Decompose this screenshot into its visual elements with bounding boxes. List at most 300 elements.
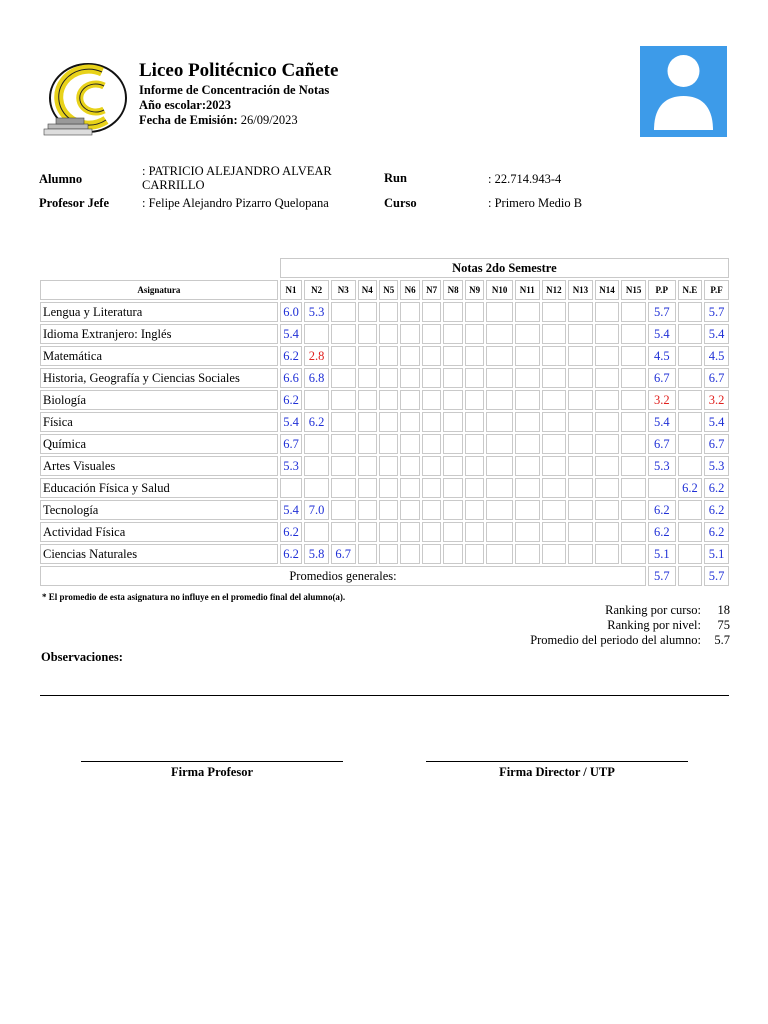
blank-cell: [40, 258, 278, 278]
ne-cell: [678, 500, 703, 520]
ne-cell: [678, 368, 703, 388]
grade-cell: [358, 522, 377, 542]
grade-cell: [443, 302, 462, 322]
grade-cell: 6.6: [280, 368, 303, 388]
column-header-row: [40, 280, 729, 300]
subject-name: Educación Física y Salud: [40, 478, 278, 498]
grade-cell: 6.0: [280, 302, 303, 322]
school-logo-icon: [42, 58, 134, 140]
teacher-signature-label: Firma Profesor: [170, 765, 254, 779]
ranking-course-value: 18: [717, 603, 730, 617]
grade-cell: [422, 456, 441, 476]
grade-cell: [542, 478, 567, 498]
grade-cell: [621, 434, 646, 454]
grade-cell: [486, 346, 513, 366]
grade-cell: [486, 390, 513, 410]
grade-cell: [422, 346, 441, 366]
grade-cell: [443, 368, 462, 388]
grade-cell: [542, 324, 567, 344]
school-year-value: 2023: [206, 98, 231, 112]
grade-cell: 6.7: [331, 544, 356, 564]
grade-cell: [542, 368, 567, 388]
grade-cell: [331, 478, 356, 498]
grade-cell: [379, 324, 398, 344]
grade-cell: [515, 390, 540, 410]
grade-cell: [595, 346, 620, 366]
issue-date: [139, 113, 298, 128]
director-signature-line: [426, 761, 688, 762]
grade-cell: [621, 390, 646, 410]
grade-cell: [443, 544, 462, 564]
grade-cell: [515, 522, 540, 542]
grade-cell: [400, 368, 419, 388]
grade-cell: [486, 478, 513, 498]
grade-cell: [331, 390, 356, 410]
grade-column-header: N9: [465, 280, 484, 300]
grade-cell: [515, 500, 540, 520]
grade-cell: [443, 346, 462, 366]
grade-cell: [331, 324, 356, 344]
grade-cell: [515, 456, 540, 476]
grade-cell: [379, 456, 398, 476]
grade-cell: [331, 368, 356, 388]
pf-cell: 5.3: [704, 456, 729, 476]
grade-cell: [379, 434, 398, 454]
grades-table: [38, 256, 731, 588]
grade-cell: [515, 478, 540, 498]
grade-cell: [568, 390, 593, 410]
grade-cell: [542, 390, 567, 410]
grade-cell: [465, 390, 484, 410]
ranking-level-value: 75: [717, 618, 730, 632]
grade-cell: [400, 324, 419, 344]
grade-cell: [422, 412, 441, 432]
grade-cell: [542, 500, 567, 520]
ranking-level-label: Ranking por nivel:: [607, 618, 701, 632]
subject-name: Biología: [40, 390, 278, 410]
pf-cell: 3.2: [704, 390, 729, 410]
grade-cell: [379, 302, 398, 322]
grade-cell: [621, 544, 646, 564]
grade-cell: [515, 346, 540, 366]
subject-name: Ciencias Naturales: [40, 544, 278, 564]
subject-row: [40, 412, 729, 432]
grade-cell: [486, 434, 513, 454]
grade-cell: [568, 478, 593, 498]
grade-cell: [331, 500, 356, 520]
grade-cell: [379, 544, 398, 564]
grade-cell: [379, 346, 398, 366]
ne-cell: [678, 324, 703, 344]
grade-cell: [443, 456, 462, 476]
grade-cell: 6.7: [280, 434, 303, 454]
pp-cell: 5.7: [648, 302, 676, 322]
grade-cell: [486, 368, 513, 388]
subject-row: [40, 434, 729, 454]
grades-table-wrapper: [40, 258, 729, 586]
grade-column-header: N8: [443, 280, 462, 300]
subject-row: [40, 500, 729, 520]
grade-cell: 6.2: [304, 412, 329, 432]
grade-cell: [595, 544, 620, 564]
grade-cell: [358, 434, 377, 454]
director-signature-label: Firma Director / UTP: [499, 765, 615, 779]
grade-cell: [542, 456, 567, 476]
grade-cell: [621, 324, 646, 344]
grade-cell: [568, 412, 593, 432]
grade-cell: [358, 302, 377, 322]
pp-cell: 6.2: [648, 522, 676, 542]
course-label: Curso: [384, 196, 417, 210]
grade-cell: [595, 500, 620, 520]
student-label: Alumno: [39, 172, 83, 186]
grade-cell: [595, 368, 620, 388]
grade-cell: [542, 346, 567, 366]
pp-cell: 4.5: [648, 346, 676, 366]
pf-cell: 6.2: [704, 522, 729, 542]
grade-cell: [331, 302, 356, 322]
grade-cell: [358, 456, 377, 476]
grade-cell: [422, 324, 441, 344]
grade-cell: [515, 434, 540, 454]
subject-name: Actividad Física: [40, 522, 278, 542]
grade-cell: [486, 324, 513, 344]
ranking-course-label: Ranking por curso:: [605, 603, 701, 617]
grade-cell: [595, 390, 620, 410]
grade-column-header: N3: [331, 280, 356, 300]
grade-cell: [568, 324, 593, 344]
grade-cell: [515, 302, 540, 322]
grade-cell: [595, 522, 620, 542]
period-average-value: 5.7: [714, 633, 730, 647]
user-avatar-icon: [640, 46, 727, 137]
issue-date-value: 26/09/2023: [237, 113, 298, 127]
grade-column-header: N15: [621, 280, 646, 300]
subject-row: [40, 324, 729, 344]
pf-cell: 6.2: [704, 478, 729, 498]
grade-column-header: N12: [542, 280, 567, 300]
grade-cell: [443, 522, 462, 542]
grade-cell: 5.4: [280, 412, 303, 432]
subject-name: Matemática: [40, 346, 278, 366]
grade-cell: 6.2: [280, 390, 303, 410]
subject-row: [40, 478, 729, 498]
grade-cell: [304, 522, 329, 542]
grade-cell: [542, 544, 567, 564]
school-year: [139, 98, 231, 113]
grade-cell: [422, 302, 441, 322]
averages-row: [40, 566, 729, 586]
footnote: * El promedio de esta asignatura no influye en el promedio final del alumno(a).: [42, 592, 346, 602]
grade-cell: [400, 302, 419, 322]
ne-cell: [678, 302, 703, 322]
subject-name: Tecnología: [40, 500, 278, 520]
grade-cell: [304, 390, 329, 410]
grade-cell: [443, 500, 462, 520]
observations-label: Observaciones:: [41, 650, 123, 664]
grade-cell: [280, 478, 303, 498]
grade-cell: [400, 434, 419, 454]
grade-cell: 6.2: [280, 522, 303, 542]
grade-cell: 6.2: [280, 544, 303, 564]
grade-cell: 6.8: [304, 368, 329, 388]
grade-cell: [621, 456, 646, 476]
pf-cell: 6.2: [704, 500, 729, 520]
grade-cell: [304, 434, 329, 454]
grade-cell: [331, 412, 356, 432]
grade-cell: [568, 346, 593, 366]
grade-cell: [515, 368, 540, 388]
grade-cell: 2.8: [304, 346, 329, 366]
grade-column-header: N5: [379, 280, 398, 300]
grade-column-header: N11: [515, 280, 540, 300]
averages-ne: [678, 566, 703, 586]
grade-cell: [358, 500, 377, 520]
subject-header: Asignatura: [40, 280, 278, 300]
pp-cell: 5.3: [648, 456, 676, 476]
grade-cell: [568, 368, 593, 388]
grade-cell: [443, 390, 462, 410]
grade-column-header: N2: [304, 280, 329, 300]
run-value: : 22.714.943-4: [488, 172, 562, 186]
grade-cell: [379, 478, 398, 498]
grade-cell: [379, 412, 398, 432]
grade-cell: [304, 456, 329, 476]
grade-cell: [422, 478, 441, 498]
ne-cell: 6.2: [678, 478, 703, 498]
grade-cell: [621, 368, 646, 388]
grade-cell: [515, 544, 540, 564]
grade-column-header: N10: [486, 280, 513, 300]
issue-date-label: Fecha de Emisión:: [139, 113, 238, 127]
pp-cell: 5.4: [648, 324, 676, 344]
grade-cell: 5.8: [304, 544, 329, 564]
grade-cell: [358, 368, 377, 388]
grade-cell: [595, 434, 620, 454]
subject-row: [40, 544, 729, 564]
period-average-label: Promedio del periodo del alumno:: [530, 633, 701, 647]
semester-header-row: [40, 258, 729, 278]
grade-cell: [542, 434, 567, 454]
grade-cell: [304, 324, 329, 344]
grade-cell: 6.2: [280, 346, 303, 366]
pp-cell: [648, 478, 676, 498]
grade-cell: [595, 324, 620, 344]
grade-cell: [331, 456, 356, 476]
grade-cell: [331, 434, 356, 454]
grade-cell: [465, 544, 484, 564]
grade-cell: [422, 522, 441, 542]
subject-row: [40, 456, 729, 476]
grade-cell: [358, 346, 377, 366]
subject-name: Lengua y Literatura: [40, 302, 278, 322]
grade-cell: [568, 500, 593, 520]
grade-cell: [400, 522, 419, 542]
teacher-label: Profesor Jefe: [39, 196, 109, 210]
grade-cell: [486, 522, 513, 542]
grade-cell: [400, 456, 419, 476]
grade-cell: [400, 478, 419, 498]
grade-cell: [465, 346, 484, 366]
grade-cell: [568, 302, 593, 322]
school-year-label: Año escolar:: [139, 98, 206, 112]
teacher-signature-line: [81, 761, 343, 762]
grade-cell: [486, 544, 513, 564]
grade-cell: [621, 302, 646, 322]
grade-cell: [358, 544, 377, 564]
grade-cell: [379, 390, 398, 410]
ne-cell: [678, 412, 703, 432]
grade-cell: [486, 456, 513, 476]
grade-cell: [542, 522, 567, 542]
grade-cell: [465, 368, 484, 388]
ne-column-header: N.E: [678, 280, 703, 300]
grade-cell: [465, 302, 484, 322]
grade-cell: [443, 412, 462, 432]
grade-cell: 5.3: [280, 456, 303, 476]
grade-cell: [422, 390, 441, 410]
grade-cell: [595, 456, 620, 476]
grade-cell: [595, 412, 620, 432]
grade-cell: [379, 500, 398, 520]
grade-cell: [400, 412, 419, 432]
subject-name: Idioma Extranjero: Inglés: [40, 324, 278, 344]
grade-cell: 5.4: [280, 324, 303, 344]
grade-cell: [621, 478, 646, 498]
pp-cell: 3.2: [648, 390, 676, 410]
grade-cell: [465, 478, 484, 498]
grade-cell: [621, 412, 646, 432]
grade-column-header: N6: [400, 280, 419, 300]
report-title: Informe de Concentración de Notas: [139, 83, 330, 97]
grade-cell: [465, 522, 484, 542]
grade-cell: [595, 302, 620, 322]
averages-pp: 5.7: [648, 566, 676, 586]
subject-row: [40, 302, 729, 322]
grade-cell: [568, 522, 593, 542]
pf-cell: 5.1: [704, 544, 729, 564]
grade-cell: 5.3: [304, 302, 329, 322]
averages-label: Promedios generales:: [40, 566, 646, 586]
grade-cell: [400, 346, 419, 366]
pf-cell: 5.4: [704, 412, 729, 432]
student-value: : PATRICIO ALEJANDRO ALVEAR CARRILLO: [142, 164, 332, 192]
grade-cell: [358, 324, 377, 344]
teacher-value: : Felipe Alejandro Pizarro Quelopana: [142, 196, 329, 210]
pp-cell: 5.1: [648, 544, 676, 564]
grade-cell: [595, 478, 620, 498]
grade-column-header: N14: [595, 280, 620, 300]
grade-cell: [400, 500, 419, 520]
grade-cell: [358, 478, 377, 498]
pf-cell: 6.7: [704, 434, 729, 454]
grade-cell: [422, 544, 441, 564]
grade-cell: [379, 522, 398, 542]
subject-row: [40, 390, 729, 410]
subject-row: [40, 368, 729, 388]
grade-cell: [331, 522, 356, 542]
subject-name: Química: [40, 434, 278, 454]
subject-name: Historia, Geografía y Ciencias Sociales: [40, 368, 278, 388]
grade-cell: [443, 478, 462, 498]
grade-cell: [443, 434, 462, 454]
grade-cell: [568, 456, 593, 476]
grade-cell: [422, 434, 441, 454]
pp-cell: 6.7: [648, 368, 676, 388]
run-label: Run: [384, 171, 407, 185]
grade-cell: [331, 346, 356, 366]
grade-cell: [465, 412, 484, 432]
ne-cell: [678, 544, 703, 564]
subject-row: [40, 522, 729, 542]
ne-cell: [678, 456, 703, 476]
grade-cell: [621, 346, 646, 366]
grade-column-header: N1: [280, 280, 303, 300]
grade-cell: [465, 324, 484, 344]
pp-cell: 6.2: [648, 500, 676, 520]
grade-cell: [465, 434, 484, 454]
pp-column-header: P.P: [648, 280, 676, 300]
grade-cell: [443, 324, 462, 344]
pp-cell: 5.4: [648, 412, 676, 432]
grade-cell: 5.4: [280, 500, 303, 520]
course-value: : Primero Medio B: [488, 196, 583, 210]
grade-cell: [621, 500, 646, 520]
grade-cell: [422, 500, 441, 520]
subject-name: Física: [40, 412, 278, 432]
grade-cell: [358, 412, 377, 432]
grade-cell: [379, 368, 398, 388]
grade-column-header: N4: [358, 280, 377, 300]
grade-cell: [515, 412, 540, 432]
semester-header: Notas 2do Semestre: [280, 258, 729, 278]
grade-cell: [568, 544, 593, 564]
grade-cell: [621, 522, 646, 542]
ne-cell: [678, 390, 703, 410]
grade-column-header: N7: [422, 280, 441, 300]
subject-row: [40, 346, 729, 366]
grade-cell: [568, 434, 593, 454]
grade-cell: [358, 390, 377, 410]
grade-cell: [515, 324, 540, 344]
grade-cell: [400, 390, 419, 410]
grade-cell: [422, 368, 441, 388]
grade-cell: [304, 478, 329, 498]
grade-cell: [542, 302, 567, 322]
grade-cell: [486, 500, 513, 520]
pp-cell: 6.7: [648, 434, 676, 454]
grade-column-header: N13: [568, 280, 593, 300]
grade-cell: [486, 412, 513, 432]
pf-cell: 5.7: [704, 302, 729, 322]
grade-cell: [486, 302, 513, 322]
averages-pf: 5.7: [704, 566, 729, 586]
grade-cell: [542, 412, 567, 432]
grade-cell: 7.0: [304, 500, 329, 520]
subject-name: Artes Visuales: [40, 456, 278, 476]
ne-cell: [678, 522, 703, 542]
grade-cell: [400, 544, 419, 564]
ne-cell: [678, 434, 703, 454]
grade-cell: [465, 456, 484, 476]
pf-cell: 4.5: [704, 346, 729, 366]
pf-cell: 5.4: [704, 324, 729, 344]
grade-cell: [465, 500, 484, 520]
school-name: Liceo Politécnico Cañete: [139, 60, 339, 81]
ne-cell: [678, 346, 703, 366]
grades-body: [40, 302, 729, 586]
observations-line: [40, 695, 729, 696]
